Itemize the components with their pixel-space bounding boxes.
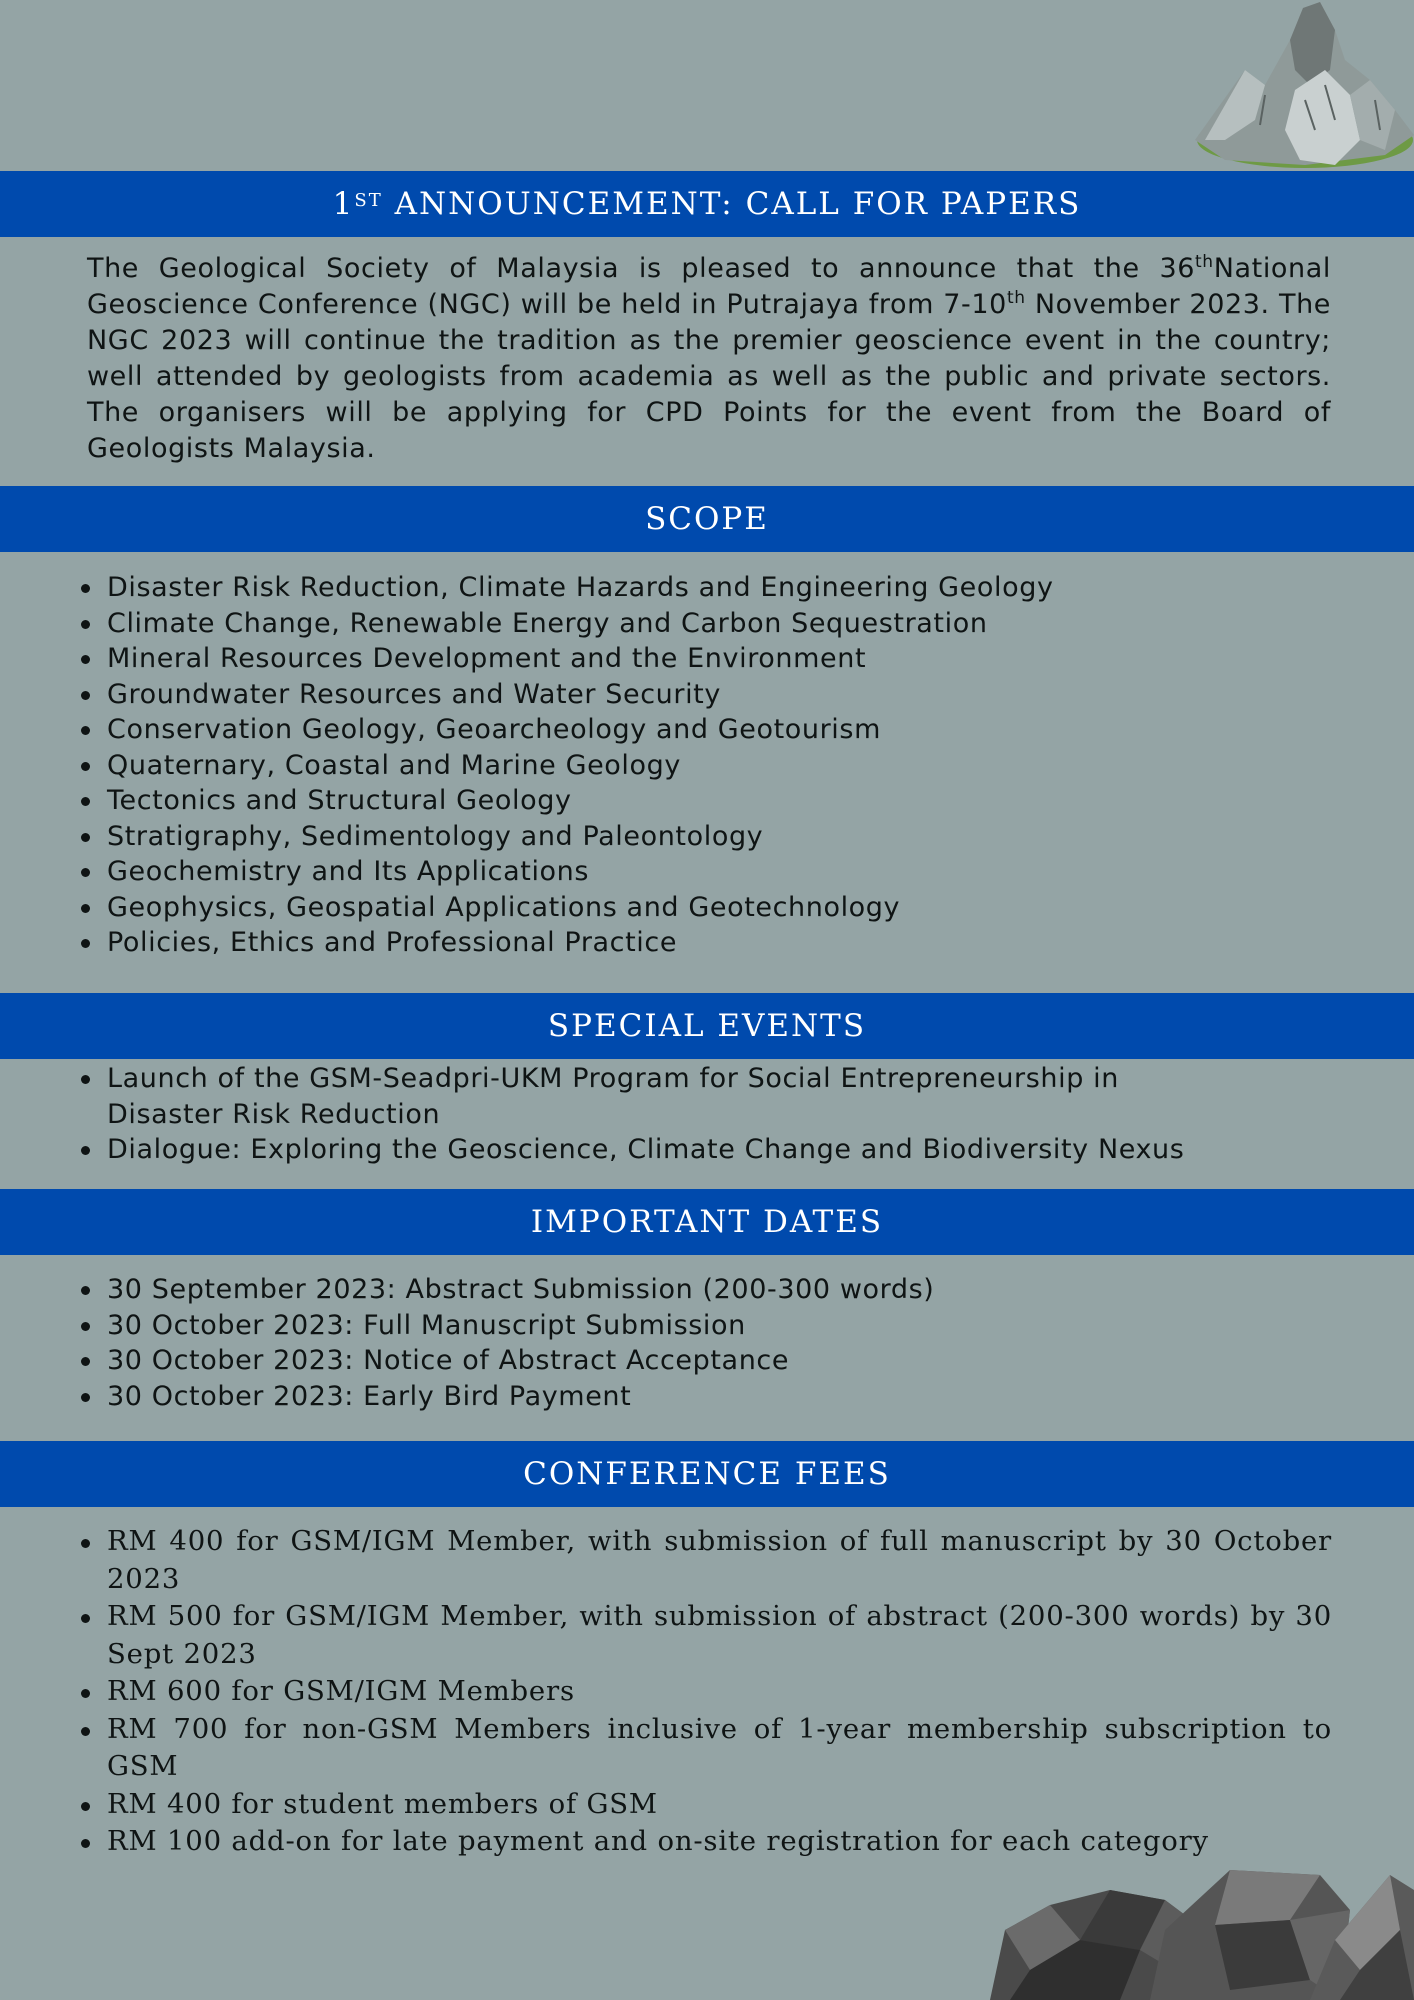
scope-heading: SCOPE [0,486,1414,552]
list-item: Groundwater Resources and Water Security [107,677,1332,713]
list-item: RM 400 for GSM/IGM Member, with submission of full manuscript by 30 October 2023 [107,1523,1332,1598]
list-item: Stratigraphy, Sedimentology and Paleontology [107,819,1332,855]
intro-paragraph [87,251,1331,467]
conference-fees-list [107,1523,1332,1861]
important-dates-list [107,1272,1332,1414]
list-item: Tectonics and Structural Geology [107,783,1332,819]
list-item: RM 600 for GSM/IGM Members [107,1673,1332,1711]
list-item: 30 October 2023: Full Manuscript Submission [107,1308,1332,1344]
special-events-heading: SPECIAL EVENTS [0,993,1414,1059]
intro-text-2: National Geoscience Conference (NGC) will be held in Putrajaya from 7-10 [87,253,1331,320]
list-item: Disaster Risk Reduction, Climate Hazards and Engineering Geology [107,570,1332,606]
list-item: RM 400 for student members of GSM [107,1786,1332,1824]
intro-ordinal-1: th [1195,252,1214,272]
list-item: RM 100 add-on for late payment and on-site registration for each category [107,1823,1332,1861]
list-item: Policies, Ethics and Professional Practice [107,925,1332,961]
important-dates-heading: IMPORTANT DATES [0,1189,1414,1255]
special-events-list [107,1061,1332,1168]
list-item: Conservation Geology, Geoarcheology and Geotourism [107,712,1332,748]
list-item: Dialogue: Exploring the Geoscience, Climate Change and Biodiversity Nexus [107,1132,1332,1168]
rock-illustration [990,1870,1414,2000]
heading-number: 1 [332,186,355,222]
intro-text-3: November 2023. The NGC 2023 will continue the tradition as the premier geoscience event in the country; well attended by geologists from academia as well as the public and private sectors. The organisers will be applying for CPD Points for the event from the Board of Geologists Malaysia. [87,289,1331,464]
announcement-heading [0,171,1414,237]
list-item: RM 500 for GSM/IGM Member, with submission of abstract (200-300 words) by 30 Sept 2023 [107,1598,1332,1673]
scope-list [107,570,1332,961]
intro-ordinal-2: th [1006,288,1026,308]
list-item: Quaternary, Coastal and Marine Geology [107,748,1332,784]
intro-text-1: The Geological Society of Malaysia is pleased to announce that the 36 [87,253,1196,284]
list-item: Climate Change, Renewable Energy and Carbon Sequestration [107,606,1332,642]
list-item: Mineral Resources Development and the Environment [107,641,1332,677]
conference-fees-heading: CONFERENCE FEES [0,1441,1414,1507]
heading-ordinal: ST [354,189,383,211]
list-item: Geochemistry and Its Applications [107,854,1332,890]
list-item: 30 October 2023: Early Bird Payment [107,1379,1332,1415]
list-item: Launch of the GSM-Seadpri-UKM Program for Social Entrepreneurship in Disaster Risk Reduction [107,1061,1227,1132]
mountain-illustration [1185,0,1414,170]
heading-text: ANNOUNCEMENT: CALL FOR PAPERS [382,186,1082,222]
list-item: 30 October 2023: Notice of Abstract Acceptance [107,1343,1332,1379]
list-item: 30 September 2023: Abstract Submission (200-300 words) [107,1272,1332,1308]
list-item: Geophysics, Geospatial Applications and Geotechnology [107,890,1332,926]
list-item: RM 700 for non-GSM Members inclusive of 1-year membership subscription to GSM [107,1711,1332,1786]
